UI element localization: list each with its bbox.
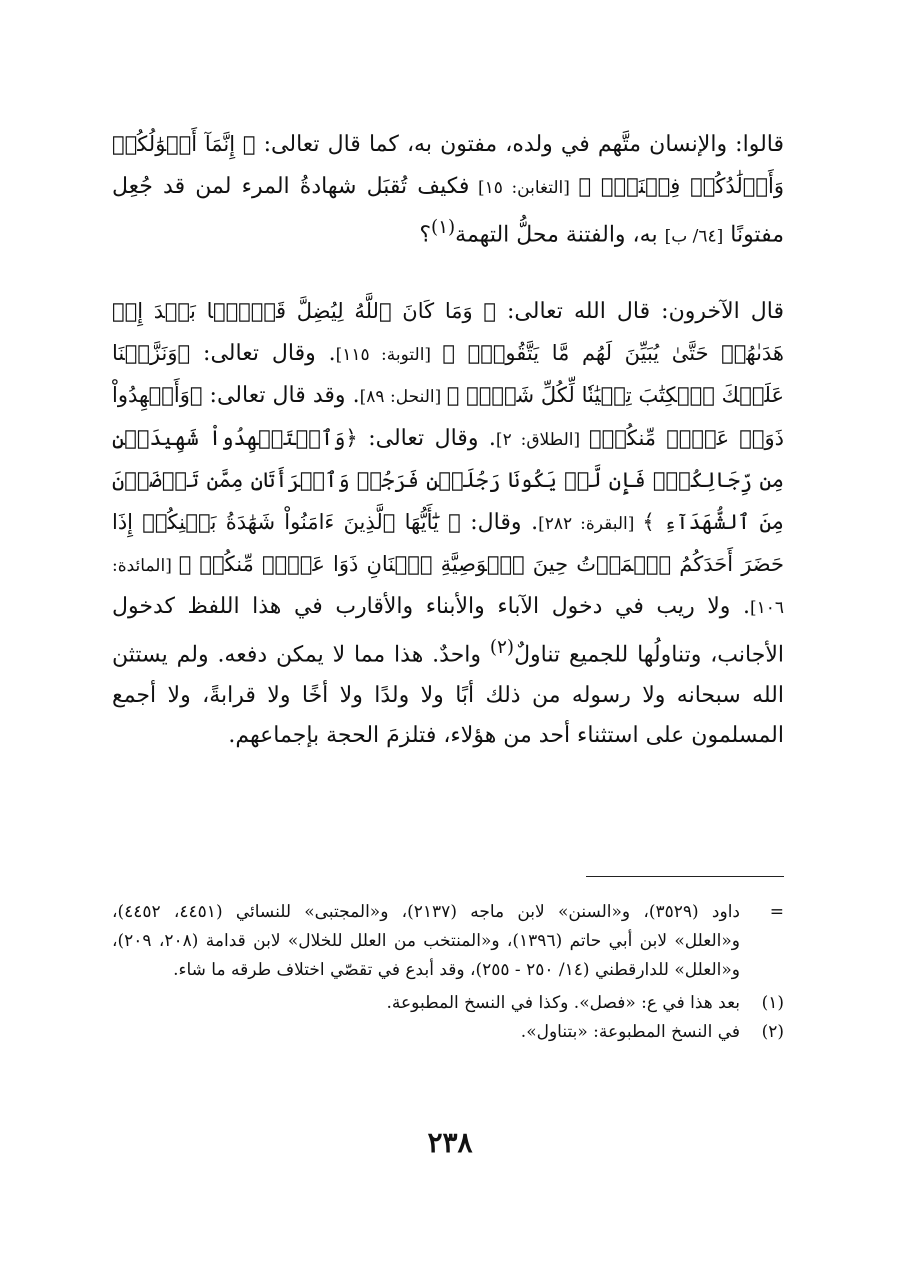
text-segment: . وقد قال تعالى: xyxy=(202,383,360,408)
verse-reference: [التغابن: ١٥] xyxy=(469,177,579,198)
footnote-mark: (٢) xyxy=(761,1022,784,1042)
footnote-continuation xyxy=(112,898,784,985)
quran-verse: ﴿وَنَزَّلۡنَا عَلَيۡكَ ٱلۡكِتَٰبَ تِبۡيَٰنٗا لِّكُلِّ شَيۡءٖ ﴾ xyxy=(112,340,784,407)
quran-verse: ﴿ يَٰٓأَيُّهَا ٱلَّذِينَ ءَامَنُواْ شَهَٰدَةُ بَيۡنِكُمۡ إِذَا حَضَرَ أَحَدَكُمُ ٱلۡمَوۡتُ حِينَ ٱلۡوَصِيَّةِ ٱثۡنَانِ ذَوَا عَدۡلٖ مِّنكُمۡ ﴾ xyxy=(112,509,784,576)
footnotes xyxy=(112,898,784,1047)
verse-reference: [النحل: ٨٩] xyxy=(359,387,447,407)
quran-verse: ﴿وَأَشۡهِدُواْ ذَوَيۡ عَدۡلٖ مِّنكُمۡ﴾ xyxy=(112,383,785,450)
quran-verse: ﴿ إِنَّمَآ أَمۡوَٰلُكُمۡ وَأَوۡلَٰدُكُمۡ فِتۡنَةٞۚ ﴾ xyxy=(112,132,784,198)
footnote-text: بعد هذا في ع: «فصل». وكذا في النسخ المطبوعة. xyxy=(386,993,740,1013)
verse-reference: [التوبة: ١١٥] xyxy=(335,344,443,365)
main-text xyxy=(112,124,784,757)
paragraph-1 xyxy=(112,124,784,267)
footnote-separator xyxy=(586,876,784,877)
text-segment: فكيف تُقبَل شهادةُ المرء لمن قد جُعِل مفتونًا xyxy=(112,173,784,248)
verse-reference: [الطلاق: ٢] xyxy=(495,429,590,450)
text-segment: واحدٌ. هذا مما لا يمكن دفعه. ولم يستثن الله سبحانه ولا رسوله من ذلك أبًا ولا ولدًا ولا أخًا ولا قرابةً، ولا أجمع المسلمون على استثناء أحد من هؤلاء، فتلزمَ الحجة بإجماعهم. xyxy=(112,642,784,749)
verse-reference: [المائدة: ١٠٦] xyxy=(112,556,784,618)
quran-verse: ﴿وَٱسۡتَشۡهِدُواْ شَهِيدَيۡنِ مِن رِّجَالِكُمۡۖ فَإِن لَّمۡ يَكُونَا رَجُلَيۡنِ فَرَجُلٞ وَٱمۡرَأَتَانِ مِمَّن تَرۡضَوۡنَ مِنَ ٱلشُّهَدَآءِ ﴾ xyxy=(112,425,784,534)
verse-reference: [البقرة: ٢٨٢] xyxy=(538,513,643,534)
footnote-text: داود (٣٥٢٩)، و«السنن» لابن ماجه (٢١٣٧)، و«المجتبى» للنسائي (٤٤٥١، ٤٤٥٢)، و«العلل» لابن أبي حاتم (١٣٩٦)، و«المنتخب من العلل للخلال» لابن قدامة (٢٠٨، ٢٠٩)، و«العلل» للدارقطني (١٤/ ٢٥٠ - ٢٥٥)، وقد أبدع في تقصّي اختلاف طرقه ما شاء. xyxy=(112,902,741,980)
footnote-mark: = xyxy=(769,902,784,922)
text-segment: . وقال تعالى: xyxy=(190,340,336,366)
paragraph-2 xyxy=(112,291,784,757)
text-segment: . وقال تعالى: xyxy=(357,425,496,451)
footnote-mark: (١) xyxy=(761,993,784,1013)
text-segment: به، والفتنة محلُّ التهمة xyxy=(455,222,665,248)
footnote-text: في النسخ المطبوعة: «بتناول». xyxy=(520,1022,740,1042)
footnote-item xyxy=(112,989,784,1018)
page-number: ٢٣٨ xyxy=(427,1126,473,1159)
text-segment: . وقال: xyxy=(460,509,539,535)
footnote-ref: (٢) xyxy=(489,637,515,658)
text-segment: قالوا: والإنسان متَّهم في ولده، مفتون به، كما قال تعالى: xyxy=(255,132,784,157)
quran-verse: ﴿ وَمَا كَانَ ٱللَّهُ لِيُضِلَّ قَوۡمَۢا بَعۡدَ إِذۡ هَدَىٰهُمۡ حَتَّىٰ يُبَيِّنَ لَهُم مَّا يَتَّقُونَۚ ﴾ xyxy=(112,299,785,365)
text-segment: ؟ xyxy=(419,222,431,248)
footnote-ref: (١) xyxy=(431,217,456,238)
text-segment: قال الآخرون: قال الله تعالى: xyxy=(495,299,785,324)
manuscript-folio-marker: [٦٤/ ب] xyxy=(664,226,724,247)
text-segment: . ولا ريب في دخول الآباء والأبناء والأقارب في هذا اللفظ كدخول الأجانب، وتناولُها للجميع تناولٌ xyxy=(112,593,784,668)
footnote-item xyxy=(112,1018,784,1047)
